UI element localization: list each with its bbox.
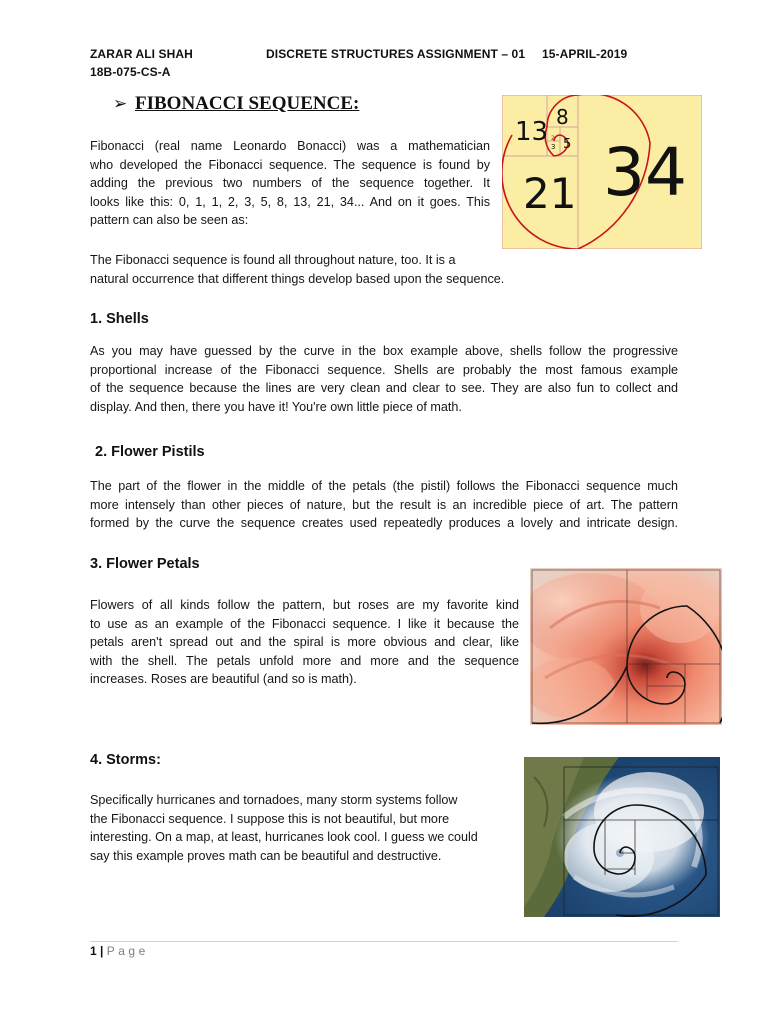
spiral-label-34: 34 <box>603 134 687 211</box>
spiral-label-2: 2 <box>551 135 555 142</box>
petals-line: to use as an example of the Fibonacci sequence. I like it because the <box>90 616 519 631</box>
spiral-label-13: 13 <box>515 117 549 147</box>
pistils-line: formed by the curve the sequence creates used repeatedly produces a lovely and intricate design. <box>90 516 678 531</box>
intro-line: Fibonacci (real name Leonardo Bonacci) was a mathematician <box>90 139 490 153</box>
shells-line: of the sequence because the lines are very clean and clear to see. They are also fun to collect and <box>90 381 678 396</box>
roll-number: 18B-075-CS-A <box>90 65 171 79</box>
section-heading-petals: 3. Flower Petals <box>90 556 200 572</box>
fibonacci-spiral-figure <box>502 95 702 249</box>
arrow-bullet-icon: ➢ <box>113 94 128 113</box>
section-heading-storms: 4. Storms: <box>90 752 161 768</box>
spiral-label-5: 5 <box>563 137 572 152</box>
spiral-label-8: 8 <box>556 105 569 129</box>
section-heading-shells: 1. Shells <box>90 311 149 327</box>
storms-line: Specifically hurricanes and tornadoes, many storm systems follow <box>90 793 458 807</box>
page-number: 1 <box>90 944 97 958</box>
rose-spiral-image <box>530 568 722 725</box>
shells-paragraph <box>90 342 678 416</box>
petals-line: petals aren't spread out and the spiral is more obvious and clear, like <box>90 635 519 650</box>
footer-divider <box>90 941 678 942</box>
intro-paragraph <box>90 137 490 230</box>
storms-line: say this example proves math can be beautiful and destructive. <box>90 848 442 863</box>
pistils-paragraph <box>90 477 678 533</box>
page-title: FIBONACCI SEQUENCE: <box>135 93 360 114</box>
pistils-line: The part of the flower in the middle of the petals (the pistil) follows the Fibonacci sequence much <box>90 479 678 493</box>
pistils-line: more intensely than other pieces of nature, but the result is an incredible piece of art. The pattern <box>90 497 678 512</box>
nature-line: The Fibonacci sequence is found all throughout nature, too. It is a <box>90 253 456 267</box>
spiral-label-3: 3 <box>551 143 556 151</box>
shells-line: As you may have guessed by the curve in the box example above, shells follow the progressive <box>90 344 678 358</box>
intro-line: adding the previous two numbers of the sequence together. It <box>90 176 490 191</box>
hurricane-spiral-image <box>524 757 720 917</box>
intro-line: looks like this: 0, 1, 1, 2, 3, 5, 8, 13, 21, 34... And on it goes. This <box>90 194 490 209</box>
storms-line: the Fibonacci sequence. I suppose this is not beautiful, but more <box>90 811 450 826</box>
petals-line: with the shell. The petals unfold more and more and the sequence <box>90 653 519 668</box>
course-title: DISCRETE STRUCTURES ASSIGNMENT – 01 <box>266 47 526 61</box>
petals-paragraph <box>90 596 519 689</box>
page-separator: | <box>100 944 104 958</box>
petals-line: increases. Roses are beautiful (and so is math). <box>90 672 357 687</box>
petals-line: Flowers of all kinds follow the pattern, but roses are my favorite kind <box>90 598 519 612</box>
shells-line: display. And then, there you have it! You're own little piece of math. <box>90 399 462 414</box>
storms-paragraph <box>90 791 510 865</box>
author-name: ZARAR ALI SHAH <box>90 47 193 61</box>
storms-line: interesting. On a map, at least, hurricanes look cool. I guess we could <box>90 830 478 845</box>
page-label: Page <box>106 944 149 958</box>
document-date: 15-APRIL-2019 <box>542 47 628 61</box>
intro-line: who developed the Fibonacci sequence. The sequence is found by <box>90 157 490 172</box>
page-footer <box>90 944 149 958</box>
nature-line: natural occurrence that different things develop based upon the sequence. <box>90 271 505 286</box>
section-heading-pistils: 2. Flower Pistils <box>95 444 205 460</box>
intro-line: pattern can also be seen as: <box>90 213 249 228</box>
spiral-label-21: 21 <box>523 169 577 218</box>
shells-line: proportional increase of the Fibonacci sequence. Shells are probably the most famous example <box>90 362 678 377</box>
nature-paragraph <box>90 251 570 288</box>
